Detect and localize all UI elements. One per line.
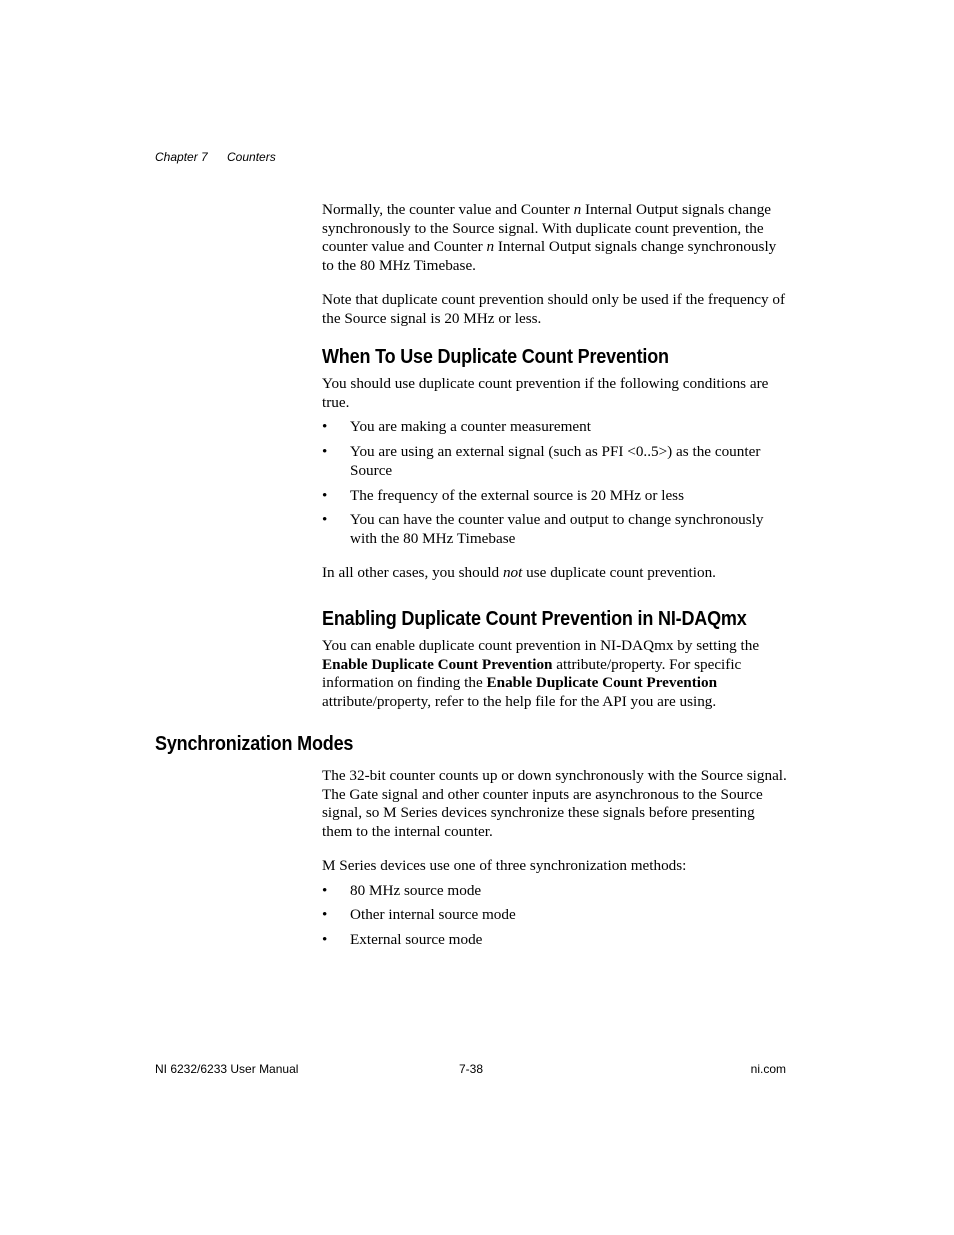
website: ni.com <box>750 1062 786 1076</box>
when-section <box>322 346 788 582</box>
sync-section <box>322 767 788 950</box>
intro-paragraph-2: Note that duplicate count prevention should only be used if the frequency of the Source signal is 20 MHz or less. <box>322 290 786 327</box>
sync-paragraph-1: The 32-bit counter counts up or down synchronously with the Source signal. The Gate signal and other counter inputs are asynchronous to the Source signal, so M Series devices synchronize these signals before presenting them to the internal counter. <box>322 767 787 841</box>
when-list <box>322 418 788 548</box>
list-item: • 80 MHz source mode <box>322 881 482 899</box>
sync-list <box>322 882 788 950</box>
when-heading: When To Use Duplicate Count Prevention <box>322 346 669 368</box>
intro-section <box>322 201 788 328</box>
manual-title: NI 6232/6233 User Manual <box>155 1062 299 1076</box>
list-item: • The frequency of the external source is 20 MHz or less <box>322 486 685 504</box>
list-item: • You can have the counter value and output to change synchronously with the 80 MHz Timebase <box>322 511 764 547</box>
list-item: • External source mode <box>322 930 483 948</box>
enabling-section <box>322 608 788 712</box>
running-header <box>155 150 276 164</box>
sync-heading: Synchronization Modes <box>155 733 354 755</box>
page-number: 7-38 <box>459 1062 484 1076</box>
list-item: • Other internal source mode <box>322 906 516 924</box>
list-item: • You are making a counter measurement <box>322 418 591 436</box>
chapter-label: Chapter 7 <box>155 150 208 164</box>
section-label: Counters <box>227 150 276 164</box>
sync-paragraph-2: M Series devices use one of three synchronization methods: <box>322 856 687 874</box>
when-lead: You should use duplicate count prevention if the following conditions are true. <box>322 375 769 411</box>
when-closing: In all other cases, you should not use duplicate count prevention. <box>322 563 716 581</box>
enabling-paragraph: You can enable duplicate count prevention in NI-DAQmx by setting the Enable Duplicate Count Prevention attribute/property. For specific information on finding the Enable Duplicate Count Prevention attribute/property, refer to the help file for the API you are using. <box>322 637 760 711</box>
list-item: • You are using an external signal (such as PFI <0..5>) as the counter Source <box>322 443 761 479</box>
intro-paragraph-1: Normally, the counter value and Counter n Internal Output signals change synchronously to the Source signal. With duplicate count prevention, the counter value and Counter n Internal Output signals change synchronously to the 80 MHz Timebase. <box>322 201 777 275</box>
enabling-heading: Enabling Duplicate Count Prevention in NI-DAQmx <box>322 608 747 630</box>
